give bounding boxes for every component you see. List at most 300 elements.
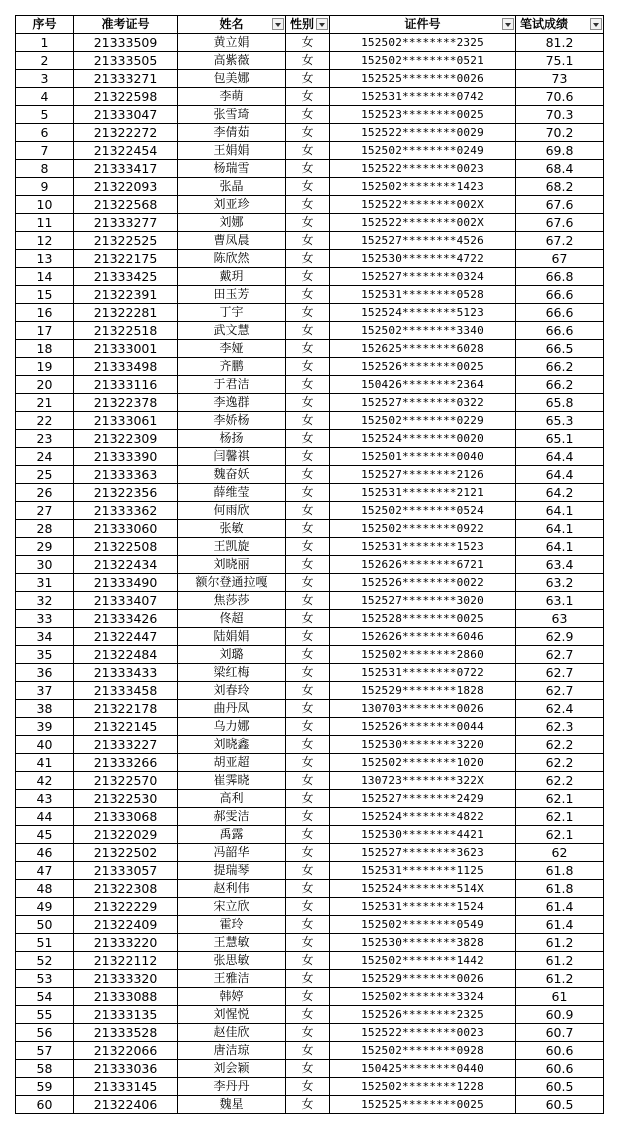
id-number-cell: 152528********0025	[330, 610, 516, 628]
name-cell: 李萌	[178, 88, 286, 106]
exam-id-cell: 21322112	[74, 952, 178, 970]
seq-cell: 29	[16, 538, 74, 556]
name-cell: 李娇杨	[178, 412, 286, 430]
seq-cell: 54	[16, 988, 74, 1006]
score-cell: 67	[516, 250, 604, 268]
exam-id-cell: 21333433	[74, 664, 178, 682]
name-cell: 李娅	[178, 340, 286, 358]
id-number-cell: 152502********1423	[330, 178, 516, 196]
seq-cell: 26	[16, 484, 74, 502]
id-number-cell: 152502********0928	[330, 1042, 516, 1060]
exam-id-cell: 21322281	[74, 304, 178, 322]
name-cell: 高利	[178, 790, 286, 808]
score-cell: 62.4	[516, 700, 604, 718]
gender-cell: 女	[286, 970, 330, 988]
gender-cell: 女	[286, 556, 330, 574]
gender-cell: 女	[286, 232, 330, 250]
name-cell: 黄立娟	[178, 34, 286, 52]
seq-cell: 35	[16, 646, 74, 664]
gender-cell: 女	[286, 574, 330, 592]
gender-cell: 女	[286, 1078, 330, 1096]
id-number-cell: 152523********0025	[330, 106, 516, 124]
id-number-cell: 152502********0249	[330, 142, 516, 160]
name-cell: 杨扬	[178, 430, 286, 448]
exam-id-cell: 21333528	[74, 1024, 178, 1042]
seq-cell: 36	[16, 664, 74, 682]
id-number-cell: 152526********0044	[330, 718, 516, 736]
exam-id-cell: 21333047	[74, 106, 178, 124]
header-row	[16, 16, 604, 34]
table-row	[16, 682, 604, 700]
table-row	[16, 1078, 604, 1096]
seq-cell: 15	[16, 286, 74, 304]
gender-cell: 女	[286, 178, 330, 196]
gender-cell: 女	[286, 1096, 330, 1114]
id-number-cell: 152531********1125	[330, 862, 516, 880]
exam-id-cell: 21322309	[74, 430, 178, 448]
gender-cell: 女	[286, 1060, 330, 1078]
name-cell: 张敏	[178, 520, 286, 538]
exam-id-cell: 21333390	[74, 448, 178, 466]
gender-cell: 女	[286, 376, 330, 394]
score-cell: 60.9	[516, 1006, 604, 1024]
id-number-cell: 152502********2860	[330, 646, 516, 664]
seq-cell: 46	[16, 844, 74, 862]
table-row	[16, 556, 604, 574]
id-number-cell: 152626********6721	[330, 556, 516, 574]
seq-cell: 57	[16, 1042, 74, 1060]
exam-id-cell: 21333490	[74, 574, 178, 592]
exam-id-cell: 21333509	[74, 34, 178, 52]
id-number-cell: 152526********0022	[330, 574, 516, 592]
score-cell: 66.6	[516, 286, 604, 304]
id-number-cell: 152524********5123	[330, 304, 516, 322]
seq-cell: 6	[16, 124, 74, 142]
name-cell: 曹凤晨	[178, 232, 286, 250]
gender-cell: 女	[286, 466, 330, 484]
score-cell: 81.2	[516, 34, 604, 52]
score-cell: 61.8	[516, 880, 604, 898]
id-number-cell: 152527********3623	[330, 844, 516, 862]
gender-cell: 女	[286, 214, 330, 232]
seq-cell: 55	[16, 1006, 74, 1024]
score-cell: 61.4	[516, 916, 604, 934]
header-id-number	[330, 16, 516, 34]
gender-cell: 女	[286, 682, 330, 700]
exam-id-cell: 21333505	[74, 52, 178, 70]
exam-id-cell: 21333088	[74, 988, 178, 1006]
header-gender	[286, 16, 330, 34]
score-cell: 66.2	[516, 376, 604, 394]
seq-cell: 30	[16, 556, 74, 574]
gender-cell: 女	[286, 1024, 330, 1042]
exam-id-cell: 21322598	[74, 88, 178, 106]
table-row	[16, 628, 604, 646]
id-number-cell: 152522********002X	[330, 196, 516, 214]
seq-cell: 43	[16, 790, 74, 808]
gender-cell: 女	[286, 448, 330, 466]
table-row	[16, 862, 604, 880]
seq-cell: 20	[16, 376, 74, 394]
header-exam-id	[74, 16, 178, 34]
name-cell: 提瑞琴	[178, 862, 286, 880]
table-row	[16, 1060, 604, 1078]
id-number-cell: 130703********0026	[330, 700, 516, 718]
name-cell: 焦莎莎	[178, 592, 286, 610]
name-cell: 韩婷	[178, 988, 286, 1006]
seq-cell: 13	[16, 250, 74, 268]
score-cell: 68.4	[516, 160, 604, 178]
seq-cell: 10	[16, 196, 74, 214]
table-row	[16, 232, 604, 250]
gender-cell: 女	[286, 700, 330, 718]
id-number-cell: 152522********0023	[330, 160, 516, 178]
exam-id-cell: 21333458	[74, 682, 178, 700]
id-number-cell: 130723********322X	[330, 772, 516, 790]
gender-cell: 女	[286, 340, 330, 358]
table-row	[16, 250, 604, 268]
gender-cell: 女	[286, 322, 330, 340]
exam-id-cell: 21322029	[74, 826, 178, 844]
score-cell: 64.4	[516, 466, 604, 484]
seq-cell: 49	[16, 898, 74, 916]
score-cell: 62.1	[516, 790, 604, 808]
table-row	[16, 466, 604, 484]
exam-id-cell: 21333057	[74, 862, 178, 880]
exam-id-cell: 21322434	[74, 556, 178, 574]
seq-cell: 11	[16, 214, 74, 232]
exam-id-cell: 21322378	[74, 394, 178, 412]
id-number-cell: 152522********0023	[330, 1024, 516, 1042]
gender-cell: 女	[286, 484, 330, 502]
seq-cell: 47	[16, 862, 74, 880]
table-row	[16, 160, 604, 178]
name-cell: 齐鹏	[178, 358, 286, 376]
id-number-cell: 152502********1020	[330, 754, 516, 772]
score-cell: 62.7	[516, 646, 604, 664]
table-row	[16, 34, 604, 52]
table-row	[16, 70, 604, 88]
id-number-filter-dropdown-icon[interactable]	[502, 18, 514, 30]
seq-cell: 9	[16, 178, 74, 196]
id-number-cell: 152526********2325	[330, 1006, 516, 1024]
score-cell: 66.5	[516, 340, 604, 358]
score-cell: 63.4	[516, 556, 604, 574]
id-number-cell: 152531********2121	[330, 484, 516, 502]
name-cell: 薛维莹	[178, 484, 286, 502]
score-cell: 61.2	[516, 934, 604, 952]
header-seq	[16, 16, 74, 34]
score-cell: 60.6	[516, 1042, 604, 1060]
id-number-cell: 152527********3020	[330, 592, 516, 610]
table-row	[16, 700, 604, 718]
table-row	[16, 196, 604, 214]
exam-id-cell: 21333001	[74, 340, 178, 358]
name-cell: 霍玲	[178, 916, 286, 934]
id-number-cell: 152524********4822	[330, 808, 516, 826]
seq-cell: 56	[16, 1024, 74, 1042]
name-cell: 冯韶华	[178, 844, 286, 862]
exam-id-cell: 21322518	[74, 322, 178, 340]
gender-cell: 女	[286, 268, 330, 286]
id-number-cell: 152527********4526	[330, 232, 516, 250]
id-number-cell: 152530********3828	[330, 934, 516, 952]
table-row	[16, 88, 604, 106]
id-number-cell: 152527********0324	[330, 268, 516, 286]
gender-cell: 女	[286, 358, 330, 376]
score-cell: 61.2	[516, 952, 604, 970]
exam-id-cell: 21333145	[74, 1078, 178, 1096]
exam-id-cell: 21333227	[74, 736, 178, 754]
exam-id-cell: 21322409	[74, 916, 178, 934]
score-cell: 62.7	[516, 664, 604, 682]
table-row	[16, 592, 604, 610]
score-cell: 70.6	[516, 88, 604, 106]
gender-cell: 女	[286, 160, 330, 178]
exam-id-cell: 21322508	[74, 538, 178, 556]
exam-id-cell: 21322568	[74, 196, 178, 214]
name-cell: 额尔登通拉嘎	[178, 574, 286, 592]
exam-id-cell: 21333320	[74, 970, 178, 988]
score-cell: 62.1	[516, 826, 604, 844]
exam-id-cell: 21333426	[74, 610, 178, 628]
table-row	[16, 340, 604, 358]
seq-cell: 24	[16, 448, 74, 466]
score-cell: 64.2	[516, 484, 604, 502]
name-cell: 刘晓丽	[178, 556, 286, 574]
exam-id-cell: 21333277	[74, 214, 178, 232]
name-cell: 陆娟娟	[178, 628, 286, 646]
id-number-cell: 152502********0524	[330, 502, 516, 520]
exam-id-cell: 21322356	[74, 484, 178, 502]
gender-cell: 女	[286, 844, 330, 862]
id-number-cell: 152502********2325	[330, 34, 516, 52]
gender-cell: 女	[286, 286, 330, 304]
exam-id-cell: 21322066	[74, 1042, 178, 1060]
table-row	[16, 1096, 604, 1114]
seq-cell: 59	[16, 1078, 74, 1096]
table-row	[16, 106, 604, 124]
name-cell: 张思敏	[178, 952, 286, 970]
exam-id-cell: 21333266	[74, 754, 178, 772]
exam-id-cell: 21322178	[74, 700, 178, 718]
seq-cell: 22	[16, 412, 74, 430]
header-exam-id-label: 准考证号	[101, 17, 150, 31]
id-number-cell: 152502********0229	[330, 412, 516, 430]
exam-id-cell: 21333362	[74, 502, 178, 520]
name-cell: 杨瑞雪	[178, 160, 286, 178]
seq-cell: 14	[16, 268, 74, 286]
score-cell: 67.6	[516, 214, 604, 232]
exam-id-cell: 21333135	[74, 1006, 178, 1024]
table-row	[16, 754, 604, 772]
score-cell: 62.2	[516, 754, 604, 772]
name-cell: 魏奋妖	[178, 466, 286, 484]
name-cell: 唐洁琼	[178, 1042, 286, 1060]
gender-cell: 女	[286, 916, 330, 934]
gender-cell: 女	[286, 898, 330, 916]
seq-cell: 3	[16, 70, 74, 88]
exam-id-cell: 21322570	[74, 772, 178, 790]
table-row	[16, 214, 604, 232]
gender-cell: 女	[286, 520, 330, 538]
score-cell: 69.8	[516, 142, 604, 160]
id-number-cell: 152531********1523	[330, 538, 516, 556]
gender-cell: 女	[286, 502, 330, 520]
id-number-cell: 152530********4421	[330, 826, 516, 844]
id-number-cell: 152522********0029	[330, 124, 516, 142]
score-cell: 66.6	[516, 322, 604, 340]
gender-cell: 女	[286, 34, 330, 52]
table-row	[16, 736, 604, 754]
name-cell: 李逸群	[178, 394, 286, 412]
name-cell: 刘惺悦	[178, 1006, 286, 1024]
name-cell: 胡亚超	[178, 754, 286, 772]
score-cell: 62.2	[516, 772, 604, 790]
seq-cell: 27	[16, 502, 74, 520]
table-row	[16, 610, 604, 628]
id-number-cell: 152625********6028	[330, 340, 516, 358]
score-cell: 66.6	[516, 304, 604, 322]
seq-cell: 4	[16, 88, 74, 106]
name-cell: 王娟娟	[178, 142, 286, 160]
seq-cell: 50	[16, 916, 74, 934]
gender-cell: 女	[286, 790, 330, 808]
score-cell: 75.1	[516, 52, 604, 70]
gender-cell: 女	[286, 592, 330, 610]
gender-cell: 女	[286, 538, 330, 556]
table-row	[16, 502, 604, 520]
gender-cell: 女	[286, 628, 330, 646]
name-cell: 李丹丹	[178, 1078, 286, 1096]
score-cell: 60.7	[516, 1024, 604, 1042]
score-cell: 61.4	[516, 898, 604, 916]
exam-id-cell: 21322229	[74, 898, 178, 916]
exam-id-cell: 21322530	[74, 790, 178, 808]
table-row	[16, 394, 604, 412]
seq-cell: 21	[16, 394, 74, 412]
id-number-cell: 152525********0026	[330, 70, 516, 88]
seq-cell: 18	[16, 340, 74, 358]
id-number-cell: 150425********0440	[330, 1060, 516, 1078]
score-cell: 73	[516, 70, 604, 88]
name-cell: 李倩茹	[178, 124, 286, 142]
id-number-cell: 152502********1442	[330, 952, 516, 970]
seq-cell: 45	[16, 826, 74, 844]
table-row	[16, 412, 604, 430]
seq-cell: 34	[16, 628, 74, 646]
seq-cell: 41	[16, 754, 74, 772]
score-cell: 62.9	[516, 628, 604, 646]
name-filter-dropdown-icon[interactable]	[272, 18, 284, 30]
score-cell: 67.2	[516, 232, 604, 250]
score-cell: 68.2	[516, 178, 604, 196]
name-cell: 刘会颖	[178, 1060, 286, 1078]
id-number-cell: 152502********0922	[330, 520, 516, 538]
gender-cell: 女	[286, 646, 330, 664]
table-row	[16, 718, 604, 736]
score-cell: 70.2	[516, 124, 604, 142]
score-cell: 64.1	[516, 502, 604, 520]
seq-cell: 25	[16, 466, 74, 484]
name-cell: 戴玥	[178, 268, 286, 286]
gender-cell: 女	[286, 430, 330, 448]
table-row	[16, 952, 604, 970]
seq-cell: 5	[16, 106, 74, 124]
name-cell: 武文慧	[178, 322, 286, 340]
seq-cell: 37	[16, 682, 74, 700]
seq-cell: 39	[16, 718, 74, 736]
gender-cell: 女	[286, 880, 330, 898]
seq-cell: 40	[16, 736, 74, 754]
exam-id-cell: 21333060	[74, 520, 178, 538]
score-cell: 62	[516, 844, 604, 862]
gender-cell: 女	[286, 736, 330, 754]
header-seq-label: 序号	[32, 17, 57, 31]
score-cell: 65.8	[516, 394, 604, 412]
exam-id-cell: 21333363	[74, 466, 178, 484]
name-cell: 高紫薇	[178, 52, 286, 70]
table-row	[16, 268, 604, 286]
seq-cell: 8	[16, 160, 74, 178]
seq-cell: 1	[16, 34, 74, 52]
name-cell: 佟超	[178, 610, 286, 628]
gender-cell: 女	[286, 304, 330, 322]
name-cell: 包美娜	[178, 70, 286, 88]
seq-cell: 48	[16, 880, 74, 898]
table-row	[16, 934, 604, 952]
score-cell: 64.1	[516, 538, 604, 556]
score-cell: 60.5	[516, 1078, 604, 1096]
id-number-cell: 152527********2126	[330, 466, 516, 484]
table-row	[16, 1006, 604, 1024]
gender-cell: 女	[286, 1042, 330, 1060]
exam-id-cell: 21322447	[74, 628, 178, 646]
exam-id-cell: 21322391	[74, 286, 178, 304]
name-cell: 曲丹凤	[178, 700, 286, 718]
id-number-cell: 152531********1524	[330, 898, 516, 916]
id-number-cell: 152531********0722	[330, 664, 516, 682]
score-cell: 66.8	[516, 268, 604, 286]
seq-cell: 52	[16, 952, 74, 970]
score-cell: 62.2	[516, 736, 604, 754]
table-row	[16, 1024, 604, 1042]
id-number-cell: 152529********0026	[330, 970, 516, 988]
name-cell: 郝雯洁	[178, 808, 286, 826]
id-number-cell: 150426********2364	[330, 376, 516, 394]
seq-cell: 2	[16, 52, 74, 70]
exam-id-cell: 21322093	[74, 178, 178, 196]
id-number-cell: 152502********0549	[330, 916, 516, 934]
header-score-label: 笔试成绩	[520, 17, 569, 31]
table-row	[16, 448, 604, 466]
score-filter-dropdown-icon[interactable]	[590, 18, 602, 30]
score-cell: 62.7	[516, 682, 604, 700]
gender-cell: 女	[286, 826, 330, 844]
name-cell: 王慧敏	[178, 934, 286, 952]
gender-filter-dropdown-icon[interactable]	[316, 18, 328, 30]
id-number-cell: 152522********002X	[330, 214, 516, 232]
name-cell: 刘晓鑫	[178, 736, 286, 754]
exam-id-cell: 21333116	[74, 376, 178, 394]
results-table	[15, 15, 604, 1114]
score-cell: 63.2	[516, 574, 604, 592]
header-name-label: 姓名	[219, 17, 244, 31]
table-row	[16, 358, 604, 376]
table-row	[16, 808, 604, 826]
exam-id-cell: 21333220	[74, 934, 178, 952]
score-cell: 63.1	[516, 592, 604, 610]
